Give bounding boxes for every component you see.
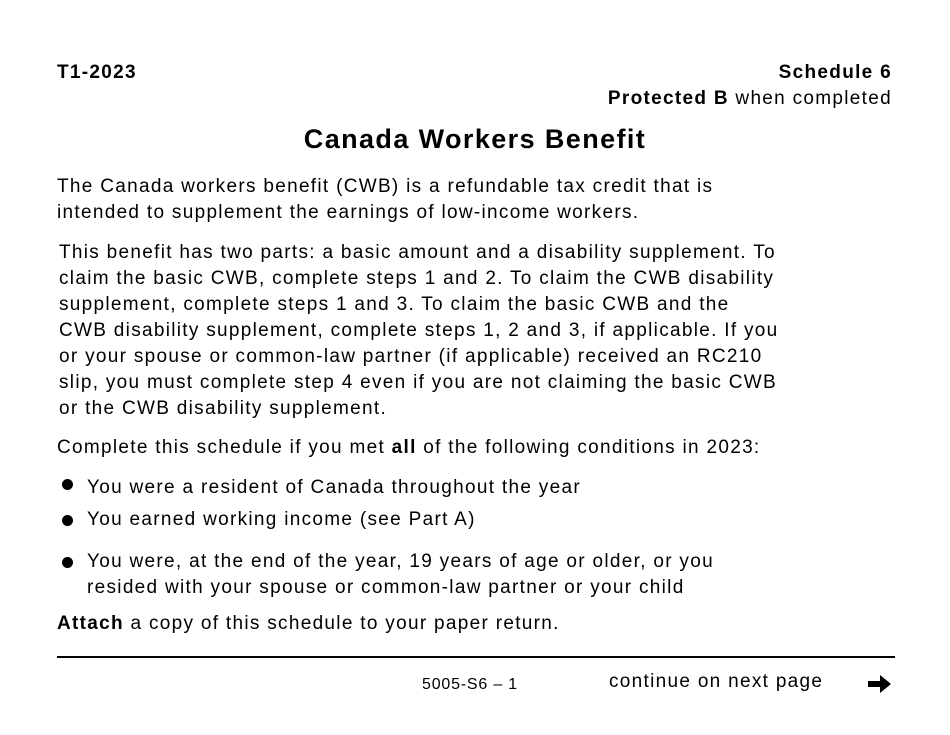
description-paragraph <box>59 240 779 422</box>
form-id: T1-2023 <box>57 62 137 83</box>
bullet-icon <box>62 557 73 568</box>
continue-label: continue on next page <box>609 671 824 692</box>
conditions-lead <box>57 435 761 461</box>
schedule-label: Schedule 6 <box>778 62 892 83</box>
conditions-lead-start: Complete this schedule if you met <box>57 437 392 458</box>
bullet-icon <box>62 515 73 526</box>
description-line: slip, you must complete step 4 even if you are not claiming the basic CWB <box>59 372 777 393</box>
conditions-lead-emphasis: all <box>391 437 417 458</box>
footer-divider <box>57 656 895 658</box>
description-line: or your spouse or common-law partner (if applicable) received an RC210 <box>59 346 763 367</box>
condition-line: resided with your spouse or common-law partner or your child <box>87 577 685 598</box>
condition-item <box>87 549 714 601</box>
bullet-icon <box>62 479 73 490</box>
description-line: claim the basic CWB, complete steps 1 and 2. To claim the CWB disability <box>59 268 775 289</box>
conditions-lead-end: of the following conditions in 2023: <box>416 437 761 458</box>
description-line: supplement, complete steps 1 and 3. To claim the basic CWB and the <box>59 294 730 315</box>
intro-line: The Canada workers benefit (CWB) is a refundable tax credit that is <box>57 176 714 197</box>
attach-emphasis: Attach <box>57 613 124 634</box>
attach-rest: a copy of this schedule to your paper return. <box>123 613 560 634</box>
form-code: 5005-S6 – 1 <box>422 676 518 693</box>
protected-level: Protected B <box>607 88 729 109</box>
intro-paragraph <box>57 174 713 226</box>
attach-instruction <box>57 611 560 637</box>
page-title: Canada Workers Benefit <box>303 124 647 154</box>
condition-item <box>87 507 476 533</box>
description-line: This benefit has two parts: a basic amount and a disability supplement. To <box>59 242 776 263</box>
condition-line: You earned working income (see Part A) <box>87 509 476 530</box>
protected-notice <box>608 88 892 110</box>
description-line: or the CWB disability supplement. <box>59 398 388 419</box>
condition-item <box>87 475 581 501</box>
intro-line: intended to supplement the earnings of low-income workers. <box>57 202 640 223</box>
condition-line: You were a resident of Canada throughout the year <box>87 477 581 498</box>
arrow-right-icon <box>866 672 894 696</box>
protected-suffix: when completed <box>728 88 892 109</box>
description-line: CWB disability supplement, complete steps 1, 2 and 3, if applicable. If you <box>59 320 779 341</box>
condition-line: You were, at the end of the year, 19 years of age or older, or you <box>87 551 714 572</box>
